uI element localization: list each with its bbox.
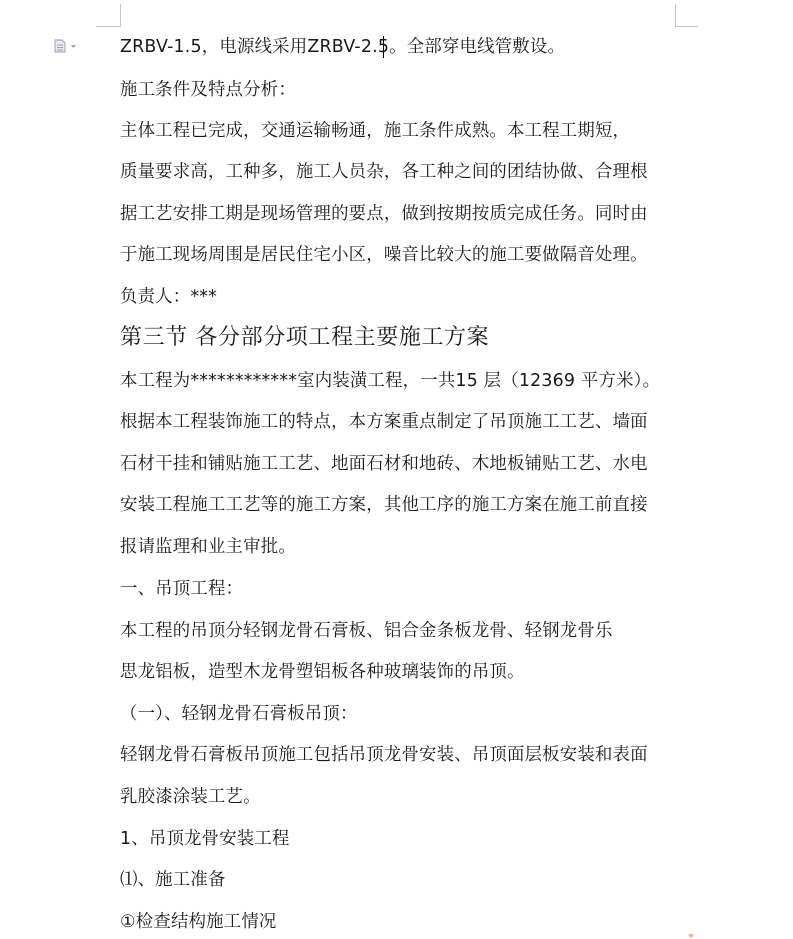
page-edge-marker bbox=[689, 934, 693, 937]
page-corner-mark-top-left bbox=[96, 4, 121, 27]
text-line[interactable]: 轻钢龙骨石膏板吊顶施工包括吊顶龙骨安装、吊顶面层板安装和表面 bbox=[120, 745, 648, 765]
text-line[interactable]: ①检查结构施工情况 bbox=[120, 912, 277, 932]
text-line[interactable]: 石材干挂和铺贴施工工艺、地面石材和地砖、木地板铺贴工艺、水电 bbox=[120, 454, 648, 474]
text-line[interactable]: （一）、轻钢龙骨石膏板吊顶： bbox=[120, 704, 358, 724]
text-line[interactable]: 本工程的吊顶分轻钢龙骨石膏板、铝合金条板龙骨、轻钢龙骨乐 bbox=[120, 621, 613, 641]
text-line[interactable]: 乳胶漆涂装工艺。 bbox=[120, 787, 261, 807]
text-line[interactable]: 负责人：*** bbox=[120, 287, 218, 307]
text-line[interactable]: ZRBV-1.5，电源线采用ZRBV-2.5。全部穿电线管敷设。 bbox=[120, 37, 566, 57]
text-line[interactable]: 于施工现场周围是居民住宅小区，噪音比较大的施工要做隔音处理。 bbox=[120, 245, 648, 265]
text-line[interactable]: 根据本工程装饰施工的特点，本方案重点制定了吊顶施工工艺、墙面 bbox=[120, 412, 648, 432]
text-line[interactable]: 一、吊顶工程： bbox=[120, 579, 244, 599]
text-line[interactable]: 主体工程已完成，交通运输畅通，施工条件成熟。本工程工期短， bbox=[120, 121, 631, 141]
paragraph-format-icon[interactable] bbox=[54, 39, 80, 53]
section-heading[interactable]: 第三节 各分部分项工程主要施工方案 bbox=[120, 325, 490, 350]
text-line[interactable]: 质量要求高，工种多，施工人员杂，各工种之间的团结协做、合理根 bbox=[120, 162, 648, 182]
text-line[interactable]: ⑴、施工准备 bbox=[120, 870, 226, 890]
text-line[interactable]: 1、吊顶龙骨安装工程 bbox=[120, 829, 290, 849]
text-line[interactable]: 据工艺安排工期是现场管理的要点，做到按期按质完成任务。同时由 bbox=[120, 204, 648, 224]
text-line[interactable]: 本工程为************室内装潢工程，一共15 层（12369 平方米）。 bbox=[120, 371, 661, 391]
text-line[interactable]: 思龙铝板，造型木龙骨塑铝板各种玻璃装饰的吊顶。 bbox=[120, 662, 525, 682]
text-line[interactable]: 报请监理和业主审批。 bbox=[120, 537, 296, 557]
page-corner-mark-top-right bbox=[675, 4, 698, 27]
text-line[interactable]: 安装工程施工工艺等的施工方案，其他工序的施工方案在施工前直接 bbox=[120, 495, 648, 515]
text-line[interactable]: 施工条件及特点分析： bbox=[120, 80, 296, 100]
